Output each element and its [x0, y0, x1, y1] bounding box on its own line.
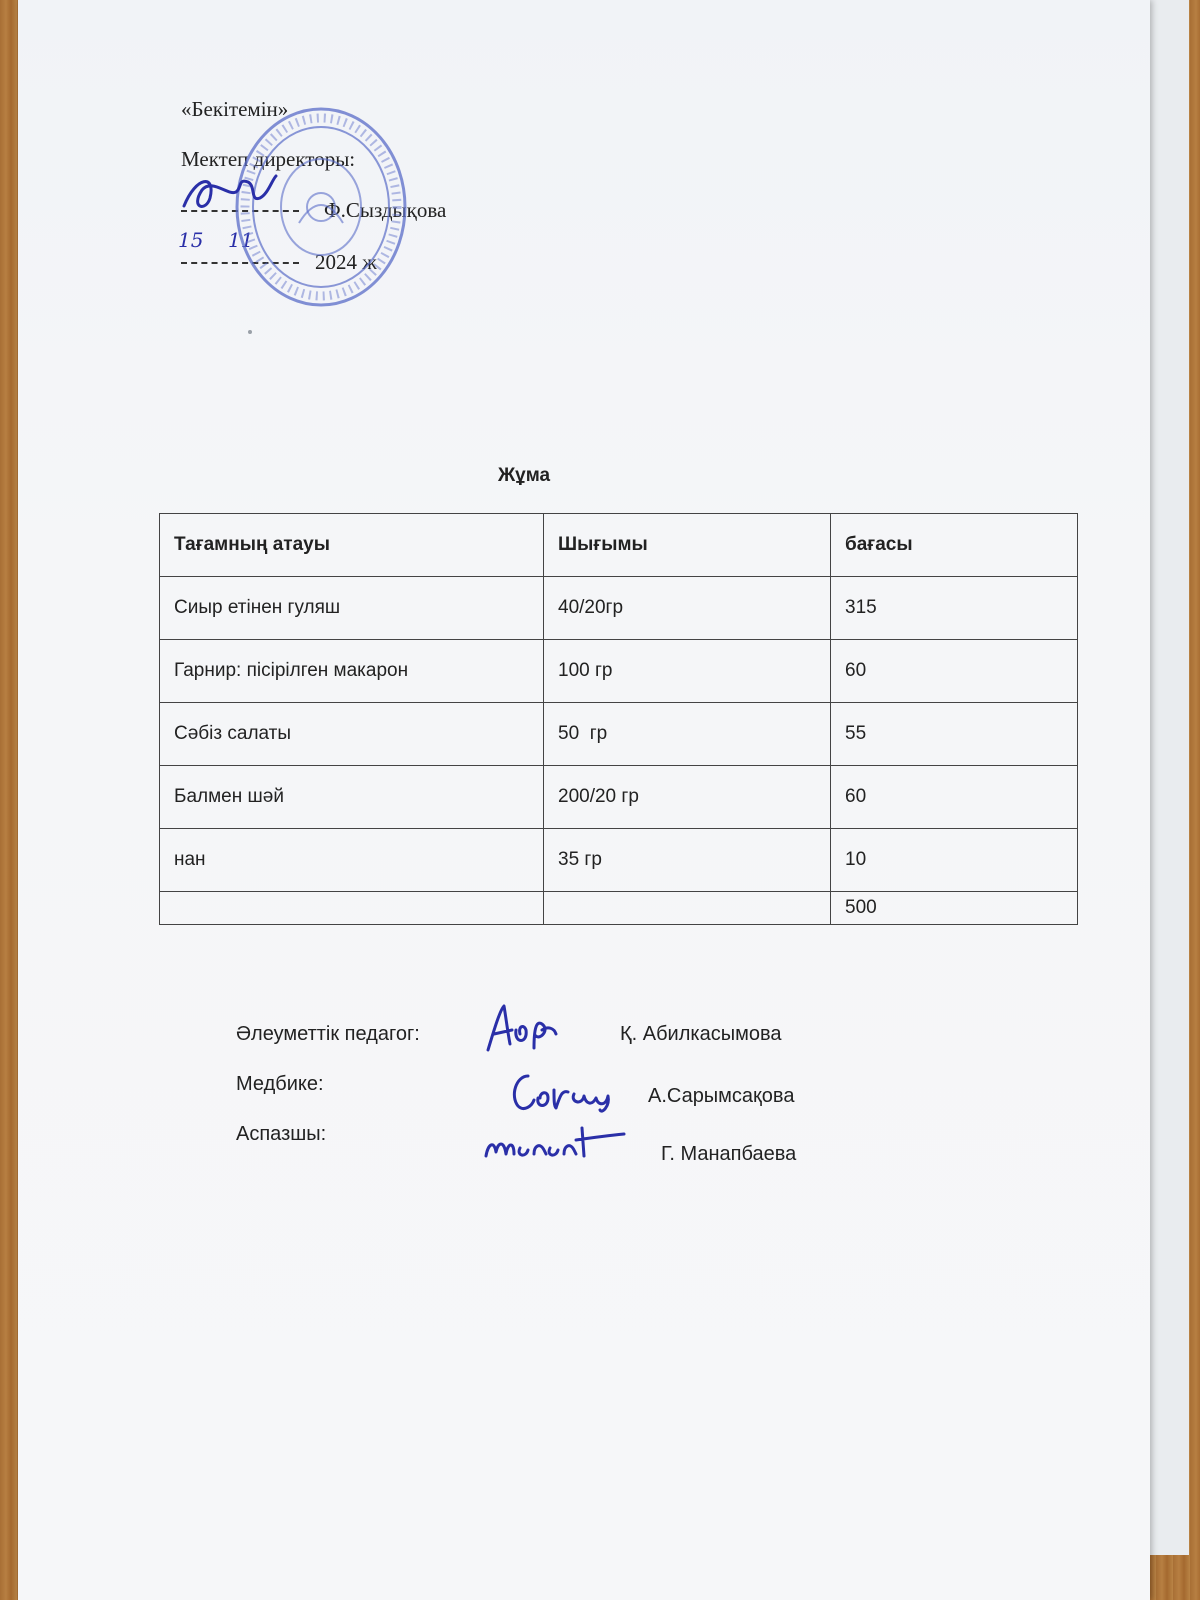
total-label-cell	[160, 892, 544, 925]
signatory-role: Аспазшы:	[236, 1123, 327, 1145]
director-signature	[176, 168, 286, 218]
menu-table	[159, 513, 1078, 925]
price-cell: 60	[831, 766, 1078, 829]
director-position: Мектеп директоры:	[181, 147, 356, 171]
portion-cell: 40/20гр	[544, 577, 831, 640]
dish-name-cell: нан	[160, 829, 544, 892]
social-pedagogue-signature	[480, 1000, 560, 1062]
signatory-role: Әлеуметтік педагог:	[236, 1023, 420, 1045]
paper-speck	[248, 330, 252, 334]
total-price-cell: 500	[831, 892, 1078, 925]
table-header-row	[160, 514, 1078, 577]
total-portion-cell	[544, 892, 831, 925]
price-cell: 60	[831, 640, 1078, 703]
day-title: Жұма	[498, 465, 551, 486]
date-year: 2024 ж	[315, 250, 377, 274]
signatory-role: Медбике:	[236, 1073, 324, 1095]
signatory-name: Қ. Абилкасымова	[620, 1023, 782, 1045]
portion-cell: 50 гр	[544, 703, 831, 766]
approval-heading: «Бекітемін»	[181, 97, 289, 121]
portion-cell: 200/20 гр	[544, 766, 831, 829]
column-header: Шығымы	[544, 514, 831, 577]
dish-name-cell: Балмен шәй	[160, 766, 544, 829]
price-cell: 10	[831, 829, 1078, 892]
document-page	[18, 0, 1150, 1600]
cook-signature	[480, 1120, 630, 1168]
table-row	[160, 640, 1078, 703]
price-cell: 315	[831, 577, 1078, 640]
signatory-name: А.Сарымсақова	[648, 1085, 795, 1107]
date-month: 11	[228, 228, 254, 252]
date-day: 15	[178, 228, 204, 252]
dish-name-cell: Гарнир: пісірілген макарон	[160, 640, 544, 703]
nurse-signature	[506, 1066, 616, 1118]
table-row	[160, 766, 1078, 829]
table-row	[160, 703, 1078, 766]
column-header: бағасы	[831, 514, 1078, 577]
price-cell: 55	[831, 703, 1078, 766]
table-row	[160, 577, 1078, 640]
signatory-name: Г. Манапбаева	[661, 1143, 797, 1165]
director-name: Ф.Сыздықова	[324, 198, 447, 222]
column-header: Тағамның атауы	[160, 514, 544, 577]
portion-cell: 35 гр	[544, 829, 831, 892]
portion-cell: 100 гр	[544, 640, 831, 703]
table-row	[160, 829, 1078, 892]
dish-name-cell: Сәбіз салаты	[160, 703, 544, 766]
total-row	[160, 892, 1078, 925]
dish-name-cell: Сиыр етінен гуляш	[160, 577, 544, 640]
